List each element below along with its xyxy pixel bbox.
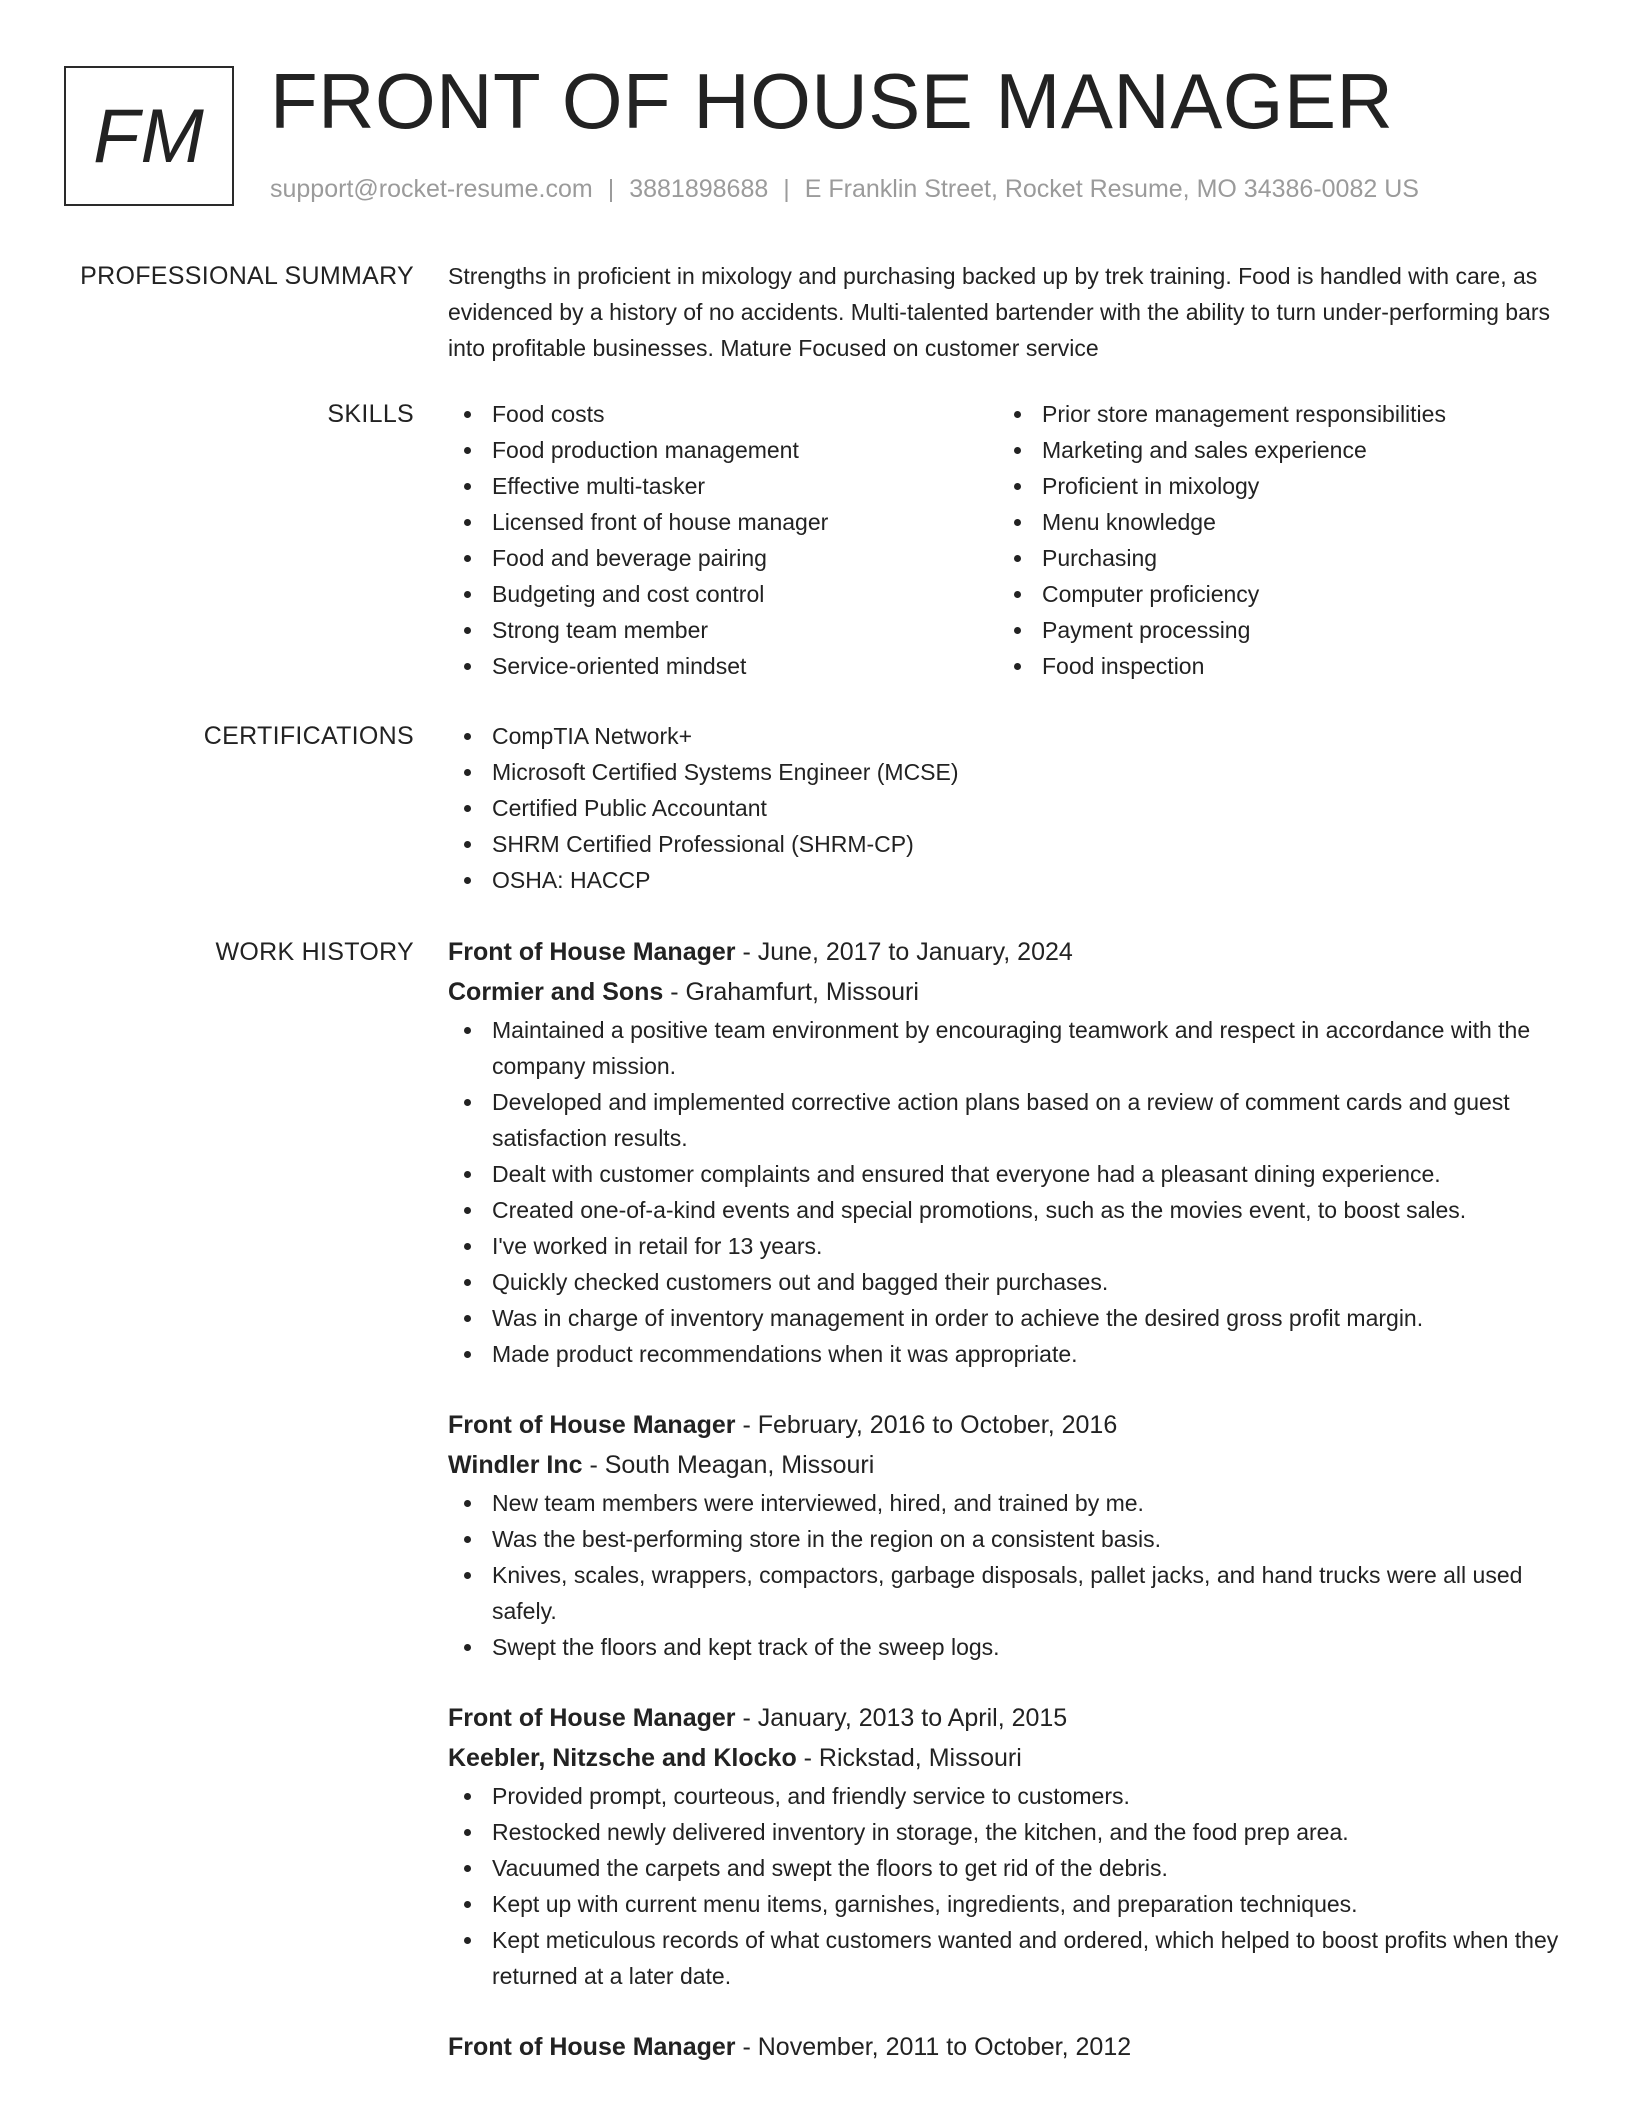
job-bullet-list [448, 1778, 1568, 1994]
job-bullet: Restocked newly delivered inventory in storage, the kitchen, and the food prep area. [448, 1814, 1568, 1850]
skill-item: Food inspection [998, 648, 1548, 684]
contact-separator: | [607, 175, 615, 203]
job-bullet: New team members were interviewed, hired, and trained by me. [448, 1485, 1568, 1521]
job-title-line [448, 1405, 1568, 1445]
skills-heading: SKILLS [327, 400, 414, 428]
job-title: Front of House Manager [448, 1704, 736, 1732]
job-title-line [448, 1698, 1568, 1738]
work-body [448, 932, 1568, 2100]
job-dates: - November, 2011 to October, 2012 [735, 2033, 1132, 2061]
job-company-line [448, 1738, 1568, 1778]
skill-item: Strong team member [448, 612, 998, 648]
skill-item: Food production management [448, 432, 998, 468]
summary-body [448, 258, 1568, 366]
job-bullet: Swept the floors and kept track of the sweep logs. [448, 1629, 1568, 1665]
job-company-line [448, 972, 1568, 1012]
job-bullet: Dealt with customer complaints and ensured that everyone had a pleasant dining experience. [448, 1156, 1568, 1192]
job-bullet: Vacuumed the carpets and swept the floors to get rid of the debris. [448, 1850, 1568, 1886]
skill-item: Food and beverage pairing [448, 540, 998, 576]
certifications-body [448, 718, 1568, 898]
skills-body [448, 396, 1568, 684]
skill-item: Computer proficiency [998, 576, 1548, 612]
job-dates: - February, 2016 to October, 2016 [735, 1411, 1118, 1439]
job-bullet: Was the best-performing store in the region on a consistent basis. [448, 1521, 1568, 1557]
certification-item: CompTIA Network+ [448, 718, 1568, 754]
job-company: Keebler, Nitzsche and Klocko [448, 1744, 797, 1772]
job-bullet: Provided prompt, courteous, and friendly service to customers. [448, 1778, 1568, 1814]
certification-item: Microsoft Certified Systems Engineer (MCSE) [448, 754, 1568, 790]
skill-item: Prior store management responsibilities [998, 396, 1548, 432]
job-title: Front of House Manager [448, 938, 736, 966]
skill-item: Payment processing [998, 612, 1548, 648]
summary-text: Strengths in proficient in mixology and purchasing backed up by trek training. Food is handled with care, as evidenced by a history of no accidents. Multi-talented bartender with the ability to turn under-performing bars into profitable businesses. Mature Focused on customer service [448, 263, 1551, 361]
skill-item: Proficient in mixology [998, 468, 1548, 504]
summary-heading: PROFESSIONAL SUMMARY [80, 262, 414, 290]
job-bullet: Created one-of-a-kind events and special promotions, such as the movies event, to boost sales. [448, 1192, 1568, 1228]
job-location: - South Meagan, Missouri [582, 1451, 875, 1479]
job-bullet: Was in charge of inventory management in order to achieve the desired gross profit margin. [448, 1300, 1568, 1336]
job-bullet: Kept up with current menu items, garnishes, ingredients, and preparation techniques. [448, 1886, 1568, 1922]
job-entry [448, 2027, 1568, 2067]
job-bullet: Quickly checked customers out and bagged their purchases. [448, 1264, 1568, 1300]
skill-item: Effective multi-tasker [448, 468, 998, 504]
skill-item: Marketing and sales experience [998, 432, 1548, 468]
job-entry [448, 1698, 1568, 1994]
job-bullet: Developed and implemented corrective action plans based on a review of comment cards and guest satisfaction results. [448, 1084, 1568, 1156]
certification-item: SHRM Certified Professional (SHRM-CP) [448, 826, 1568, 862]
certification-item: OSHA: HACCP [448, 862, 1568, 898]
contact-email[interactable]: support@rocket-resume.com [270, 175, 593, 203]
job-entry [448, 1405, 1568, 1665]
job-dates: - January, 2013 to April, 2015 [735, 1704, 1068, 1732]
job-location: - Grahamfurt, Missouri [663, 978, 919, 1006]
skills-list-left [448, 396, 998, 684]
monogram-initials: FM [93, 93, 205, 179]
job-location: - Rickstad, Missouri [796, 1744, 1022, 1772]
skill-item: Menu knowledge [998, 504, 1548, 540]
job-title-line [448, 2027, 1568, 2067]
skill-item: Budgeting and cost control [448, 576, 998, 612]
contact-address: E Franklin Street, Rocket Resume, MO 34386-0082 US [804, 175, 1419, 203]
job-title-line [448, 932, 1568, 972]
skill-item: Food costs [448, 396, 998, 432]
certifications-list [448, 718, 1568, 898]
job-bullet: Made product recommendations when it was appropriate. [448, 1336, 1568, 1372]
job-dates: - June, 2017 to January, 2024 [735, 938, 1073, 966]
job-bullet: I've worked in retail for 13 years. [448, 1228, 1568, 1264]
job-company: Windler Inc [448, 1451, 583, 1479]
certification-item: Certified Public Accountant [448, 790, 1568, 826]
job-entry [448, 932, 1568, 1372]
job-bullet: Knives, scales, wrappers, compactors, garbage disposals, pallet jacks, and hand trucks were all used safely. [448, 1557, 1568, 1629]
monogram-box [64, 66, 234, 206]
candidate-name: FRONT OF HOUSE MANAGER [270, 57, 1394, 145]
skill-item: Licensed front of house manager [448, 504, 998, 540]
job-company: Cormier and Sons [448, 978, 664, 1006]
job-bullet-list [448, 1012, 1568, 1372]
job-bullet: Maintained a positive team environment by encouraging teamwork and respect in accordance with the company mission. [448, 1012, 1568, 1084]
skill-item: Purchasing [998, 540, 1548, 576]
job-title: Front of House Manager [448, 2033, 736, 2061]
job-bullet: Kept meticulous records of what customers wanted and ordered, which helped to boost profits when they returned at a later date. [448, 1922, 1568, 1994]
job-company-line [448, 1445, 1568, 1485]
contact-line [270, 175, 1419, 204]
job-title: Front of House Manager [448, 1411, 736, 1439]
contact-separator: | [783, 175, 790, 203]
work-heading: WORK HISTORY [215, 938, 414, 966]
skill-item: Service-oriented mindset [448, 648, 998, 684]
contact-phone[interactable]: 3881898688 [629, 175, 769, 203]
job-bullet-list [448, 1485, 1568, 1665]
skills-list-right [998, 396, 1548, 684]
certifications-heading: CERTIFICATIONS [203, 722, 414, 750]
